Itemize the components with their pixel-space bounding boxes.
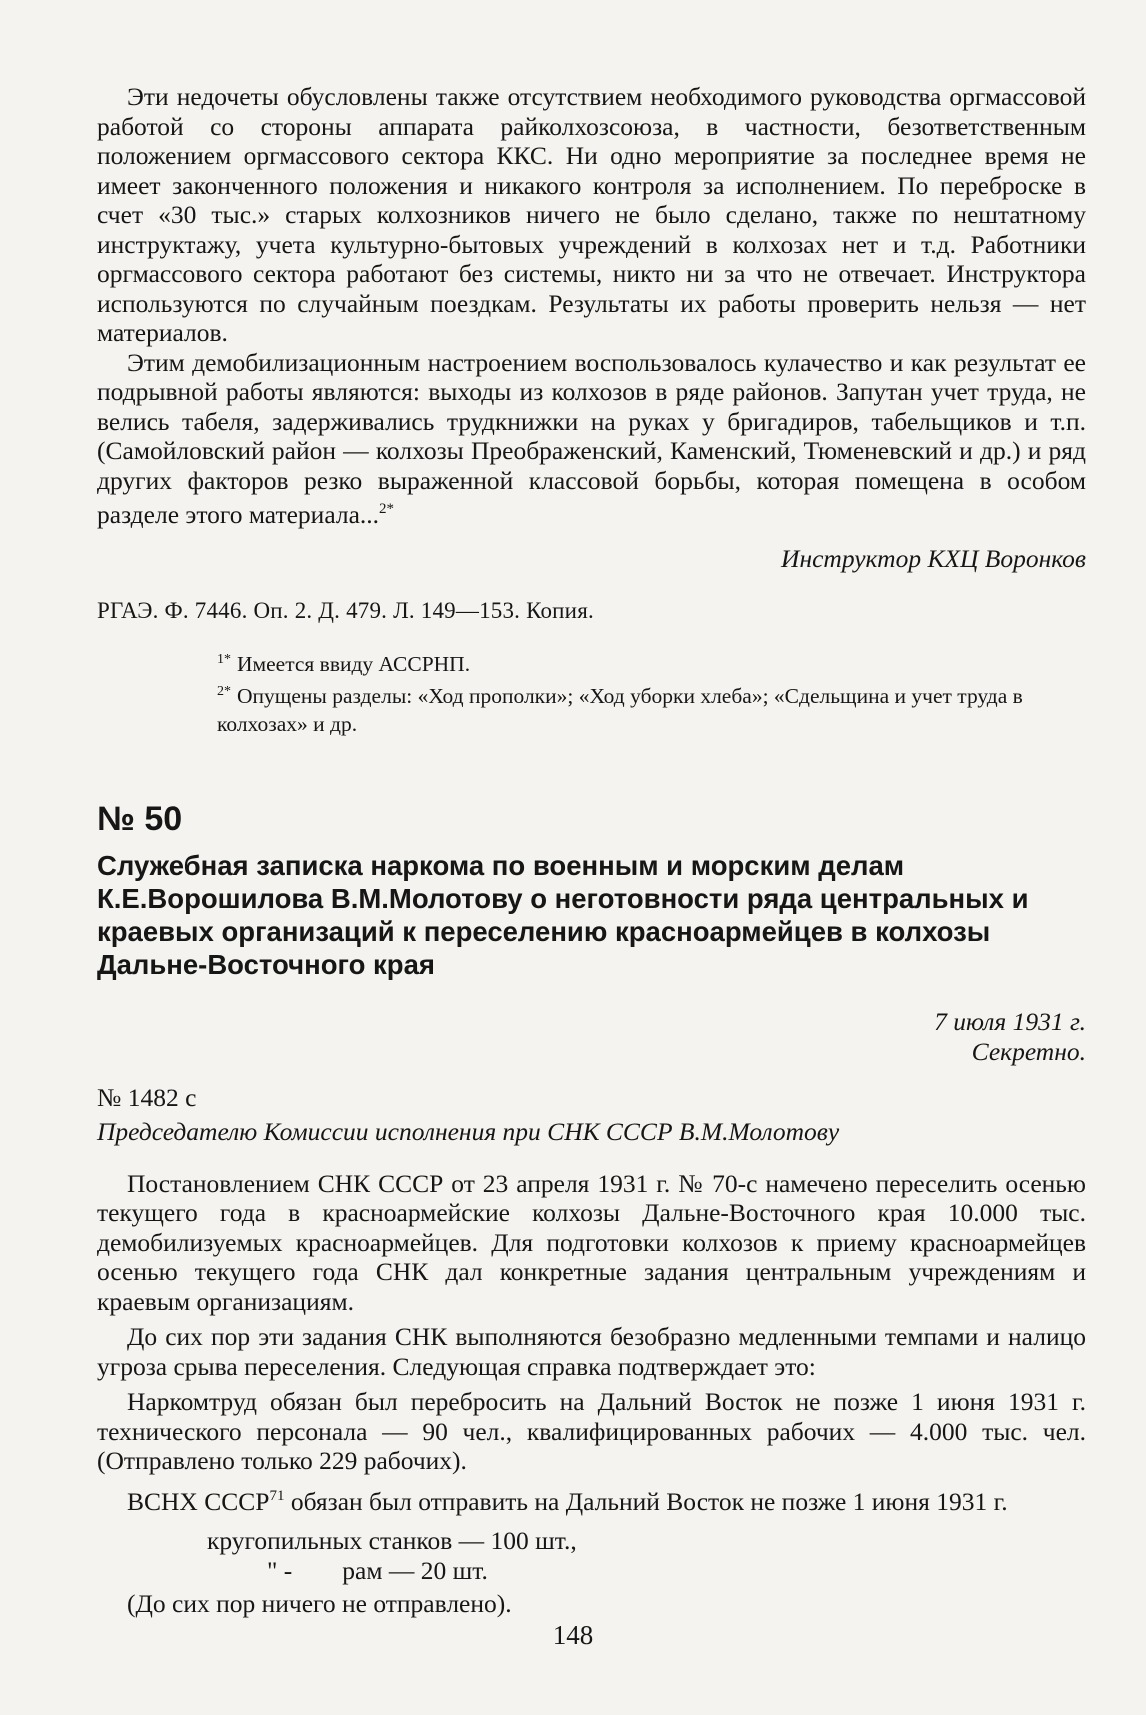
letter-paragraph: Постановлением СНК СССР от 23 апреля 1931 г. № 70-с намечено переселить осенью текущего года в красноармейские колхозы Дальне-Восточного края 10.000 тыс. демобилизуемых красноармейцев. Для подготовки колхозов к приему красноармейцев осенью текущего года СНК дал конкретные задания центральным учреждениям и краевым организациям. — [97, 1168, 1086, 1316]
letter-paragraph — [97, 1482, 1086, 1517]
letter-body — [97, 1169, 1086, 1619]
classification-mark: Секретно. — [971, 1036, 1086, 1066]
document-title: Служебная записка наркома по военным и морским делам К.Е.Ворошилова В.М.Молотову о неготовности ряда центральных и краевых организаций к переселению красноармейцев в колхозы Дальне-Восточного края — [97, 849, 1029, 980]
archive-source: РГАЭ. Ф. 7446. Оп. 2. Д. 479. Л. 149—153. Копия. — [97, 597, 594, 623]
closing-line: (До сих пор ничего не отправлено). — [127, 1589, 512, 1618]
list-item — [97, 1556, 1086, 1586]
document-number: № 50 — [97, 799, 183, 838]
signature: Инструктор КХЦ Воронков — [781, 543, 1086, 573]
list-item: кругопильных станков — 100 шт., — [207, 1526, 577, 1555]
letter-text: ВСНХ СССР — [127, 1486, 270, 1516]
ditto-mark: " - — [267, 1555, 293, 1585]
paragraph-text: Этим демобилизационным настроением воспользовалось кулачество и как результат ее подрывной работы являются: выходы из колхозов в ряде районов. Запутан учет труда, не велись табеля, задерживались трудкнижки на руках у бригадиров, табельщиков и т.п. (Самойловский район — колхозы Преображенский, Каменский, Тюменевский и др.) и ряд других факторов резко выраженной классовой борьбы, которая помещена в особом разделе этого материала... — [97, 347, 1086, 529]
addressee: Председателю Комиссии исполнения при СНК СССР В.М.Молотову — [97, 1116, 840, 1146]
footnote-reference[interactable]: 2* — [379, 501, 395, 517]
footnote-mark: 2* — [217, 683, 231, 699]
footnote-text: Опущены разделы: «Ход прополки»; «Ход уборки хлеба»; «Сдельщина и учет труда в колхозах» и др. — [217, 683, 1023, 736]
footnote — [217, 678, 1086, 738]
footnote — [217, 646, 1086, 678]
list-item-text: рам — 20 шт. — [342, 1555, 488, 1585]
footnotes — [217, 646, 1086, 738]
footnote-text: Имеется ввиду АССРНП. — [237, 651, 471, 676]
paragraph: Эти недочеты обусловлены также отсутствием необходимого руководства оргмассовой работой со стороны аппарата райколхозсоюза, в частности, безответственным положением оргмассового сектора ККС. Ни одно мероприятие за последнее время не имеет законченного положения и никакого контроля за исполнением. По переброске в счет «30 тыс.» старых колхозников ничего не было сделано, также по нештатному инструктажу, учета культурно-бытовых учреждений в колхозах нет и т.д. Работники оргмассового сектора работают без системы, никто ни за что не отвечает. Инструктора используются по случайным поездкам. Результаты их работы проверить нельзя — нет материалов. — [97, 82, 1086, 347]
document-date: 7 июля 1931 г. — [934, 1006, 1086, 1036]
paragraph — [97, 348, 1086, 530]
letter-paragraph: До сих пор эти задания СНК выполняются безобразно медленными темпами и налицо угроза срыва переселения. Следующая справка подтверждает это: — [97, 1322, 1086, 1381]
page-number: 148 — [552, 1620, 594, 1650]
footnote-mark: 1* — [217, 651, 231, 667]
letter-text: обязан был отправить на Дальний Восток не позже 1 июня 1931 г. — [284, 1486, 1008, 1516]
endnote-reference[interactable]: 71 — [269, 1487, 285, 1504]
letter-paragraph: Наркомтруд обязан был перебросить на Дальний Восток не позже 1 июня 1931 г. технического персонала — 90 чел., квалифицированных рабочих — 4.000 тыс. чел. (Отправлено только 229 рабочих). — [97, 1387, 1086, 1475]
registration-number: № 1482 с — [97, 1082, 197, 1112]
